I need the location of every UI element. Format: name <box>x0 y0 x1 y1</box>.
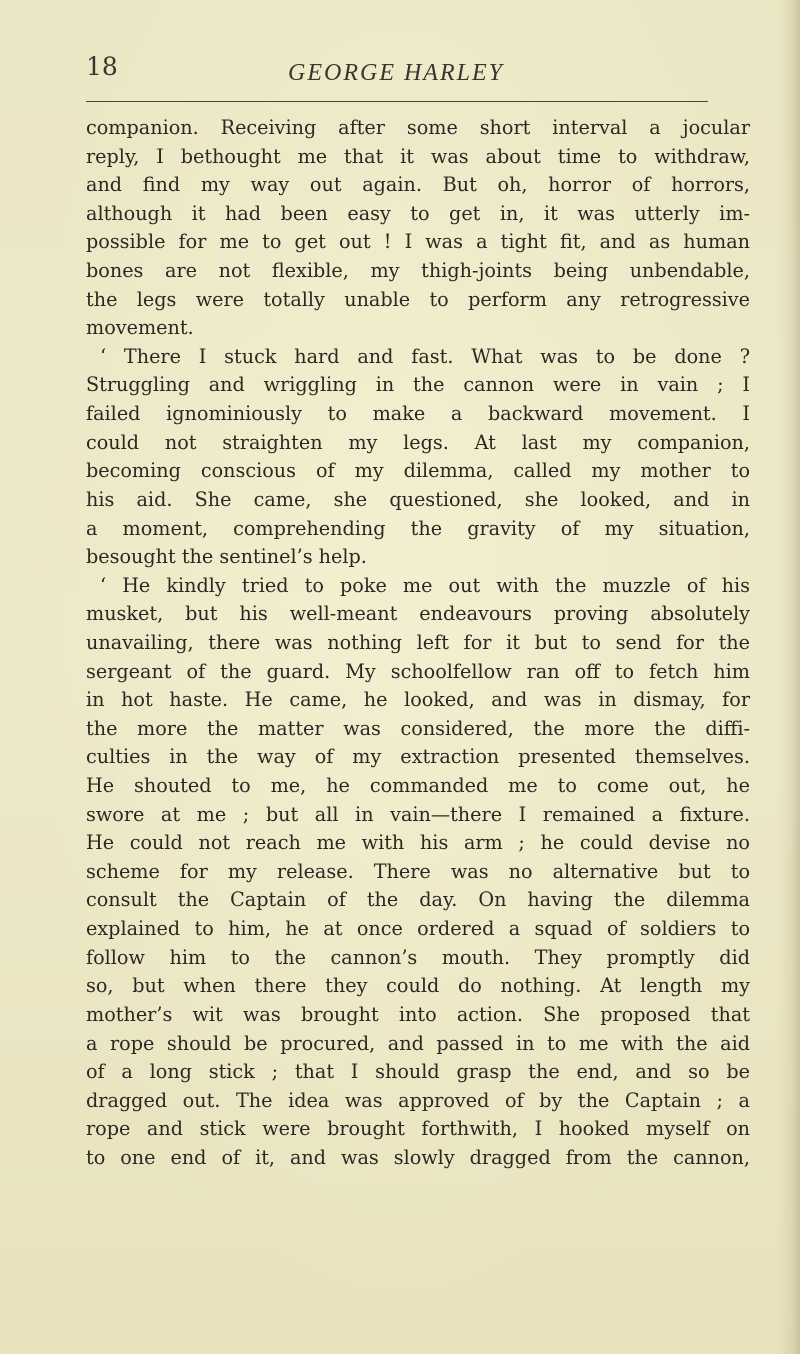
text-line: besought the sentinel’s help. <box>86 545 367 569</box>
text-line: He shouted to me, he commanded me to come out, he <box>86 774 750 798</box>
text-line: scheme for my release. There was no alternative but to <box>86 859 750 883</box>
text-line: could not straighten my legs. At last my companion, <box>86 430 750 454</box>
body-text <box>86 114 750 1173</box>
text-line: to one end of it, and was slowly dragged from the cannon, <box>86 1145 750 1169</box>
text-line: the more the matter was considered, the more the diffi- <box>86 716 750 740</box>
text-line: a rope should be procured, and passed in to me with the aid <box>86 1031 750 1055</box>
text-line: consult the Captain of the day. On having the dilemma <box>86 888 750 912</box>
text-line: rope and stick were brought forthwith, I hooked myself on <box>86 1117 750 1141</box>
page-number: 18 <box>86 52 118 81</box>
text-line: follow him to the cannon’s mouth. They promptly did <box>86 945 750 969</box>
text-line: unavailing, there was nothing left for it but to send for the <box>86 630 750 654</box>
text-line: companion. Receiving after some short interval a jocular <box>86 116 750 139</box>
text-line: dragged out. The idea was approved of by the Captain ; a <box>86 1088 750 1112</box>
text-line: failed ignominiously to make a backward movement. I <box>86 402 750 426</box>
text-line: reply, I bethought me that it was about time to withdraw, <box>86 144 750 168</box>
text-line: becoming conscious of my dilemma, called my mother to <box>86 459 750 483</box>
text-line: explained to him, he at once ordered a squad of soldiers to <box>86 917 750 941</box>
page-header <box>86 52 708 100</box>
text-line: swore at me ; but all in vain—there I remained a fixture. <box>86 802 750 826</box>
text-line: culties in the way of my extraction presented themselves. <box>86 745 750 769</box>
text-line: and find my way out again. But oh, horror of horrors, <box>86 173 750 197</box>
text-line: possible for me to get out ! I was a tight fit, and as human <box>86 230 750 254</box>
text-line: the legs were totally unable to perform any retrogressive <box>86 287 750 311</box>
text-line: so, but when there they could do nothing. At length my <box>86 974 750 998</box>
text-line: mother’s wit was brought into action. She proposed that <box>86 1002 750 1026</box>
header-rule <box>86 101 708 102</box>
text-line: bones are not flexible, my thigh-joints being unbendable, <box>86 259 750 283</box>
text-line: Struggling and wriggling in the cannon were in vain ; I <box>86 373 750 397</box>
text-line: although it had been easy to get in, it was utterly im- <box>86 201 750 225</box>
text-line: ‘ He kindly tried to poke me out with the muzzle of his <box>100 573 750 597</box>
running-head: GEORGE HARLEY <box>288 60 504 86</box>
text-line: movement. <box>86 316 194 340</box>
text-line: He could not reach me with his arm ; he could devise no <box>86 831 750 855</box>
text-line: ‘ There I stuck hard and fast. What was to be done ? <box>100 344 750 368</box>
text-line: his aid. She came, she questioned, she looked, and in <box>86 487 750 511</box>
text-line: a moment, comprehending the gravity of my situation, <box>86 516 750 540</box>
page-edge-shadow <box>778 0 800 1354</box>
text-line: musket, but his well-meant endeavours proving absolutely <box>86 602 750 626</box>
text-line: of a long stick ; that I should grasp the end, and so be <box>86 1060 750 1084</box>
text-line: sergeant of the guard. My schoolfellow ran off to fetch him <box>86 659 750 683</box>
text-line: in hot haste. He came, he looked, and was in dismay, for <box>86 688 750 712</box>
